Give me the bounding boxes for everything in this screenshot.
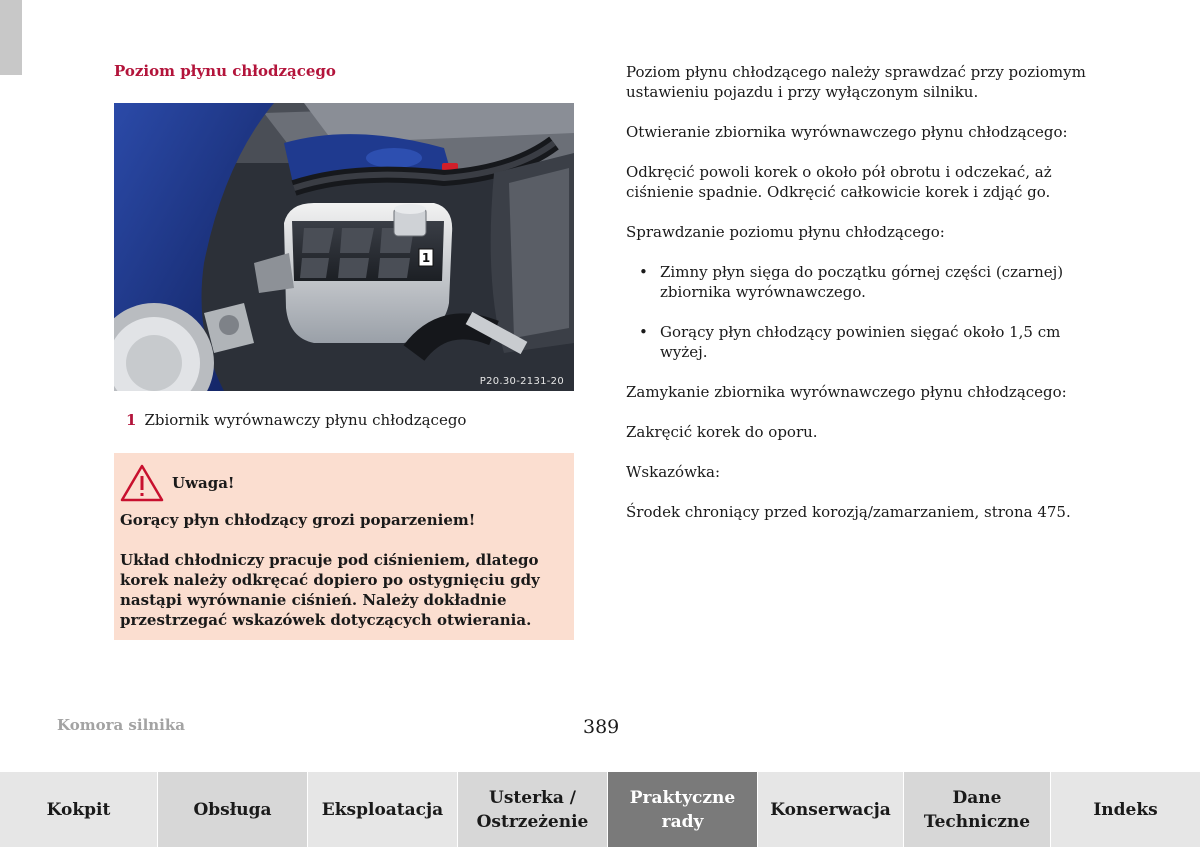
tab-praktyczne-rady[interactable]: Praktyczne rady: [608, 772, 758, 847]
page-number: 389: [583, 716, 620, 738]
instructions-column: [626, 62, 1096, 542]
chapter-navigation: [0, 772, 1200, 847]
paragraph-checking-heading: Sprawdzanie poziomu płynu chłodzącego:: [626, 223, 945, 241]
warning-title: Uwaga!: [172, 474, 235, 492]
tab-indeks[interactable]: Indeks: [1051, 772, 1200, 847]
tab-konserwacja[interactable]: Konserwacja: [758, 772, 904, 847]
tab-usterka-ostrzezenie[interactable]: Usterka / Ostrzeżenie: [458, 772, 608, 847]
tab-dane-techniczne[interactable]: Dane Techniczne: [904, 772, 1051, 847]
paragraph-hint-text: Środek chroniący przed korozją/zamarzaniem, strona 475.: [626, 503, 1071, 521]
paragraph-hint-label: Wskazówka:: [626, 463, 721, 481]
bullet-icon: •: [639, 263, 648, 281]
paragraph-closing-heading: Zamykanie zbiornika wyrównawczego płynu chłodzącego:: [626, 383, 1067, 401]
figure-callout-1: 1: [421, 250, 431, 265]
caption-text: Zbiornik wyrównawczy płynu chłodzącego: [144, 411, 467, 429]
bullet-icon: •: [639, 323, 648, 341]
paragraph-opening-heading: Otwieranie zbiornika wyrównawczego płynu chłodzącego:: [626, 123, 1068, 141]
warning-line1: Gorący płyn chłodzący grozi poparzeniem!: [120, 511, 476, 529]
warning-header: [120, 465, 568, 501]
level-bullet-list: [626, 262, 1096, 362]
tab-kokpit[interactable]: Kokpit: [0, 772, 158, 847]
page-corner-tab: [0, 0, 22, 75]
paragraph-opening-steps: Odkręcić powoli korek o około pół obrotu i odczekać, aż ciśnienie spadnie. Odkręcić całkowicie korek i zdjąć go.: [626, 163, 1052, 201]
paragraph-check-conditions: Poziom płynu chłodzącego należy sprawdzać przy poziomym ustawieniu pojazdu i przy wyłączonym silniku.: [626, 63, 1086, 101]
warning-body: Układ chłodniczy pracuje pod ciśnieniem, dlatego korek należy odkręcać dopiero po ostygnięciu gdy nastąpi wyrównanie ciśnień. Należy dokładnie przestrzegać wskazówek dotyczących otwierania.: [120, 551, 540, 629]
tab-eksploatacja[interactable]: Eksploatacja: [308, 772, 458, 847]
list-item: • Gorący płyn chłodzący powinien sięgać około 1,5 cm wyżej.: [639, 323, 1061, 361]
section-title: Poziom płynu chłodzącego: [114, 62, 336, 80]
tab-obsluga[interactable]: Obsługa: [158, 772, 308, 847]
warning-triangle-icon: [120, 464, 164, 502]
engine-compartment-illustration: [114, 103, 574, 391]
figure-caption: [126, 411, 466, 429]
caption-number: 1: [126, 411, 137, 429]
list-item: • Zimny płyn sięga do początku górnej części (czarnej) zbiornika wyrównawczego.: [639, 263, 1064, 301]
figure-code: P20.30-2131-20: [479, 376, 564, 387]
paragraph-closing-step: Zakręcić korek do oporu.: [626, 423, 818, 441]
footer-section-name: Komora silnika: [57, 716, 185, 734]
warning-box: [114, 453, 574, 640]
